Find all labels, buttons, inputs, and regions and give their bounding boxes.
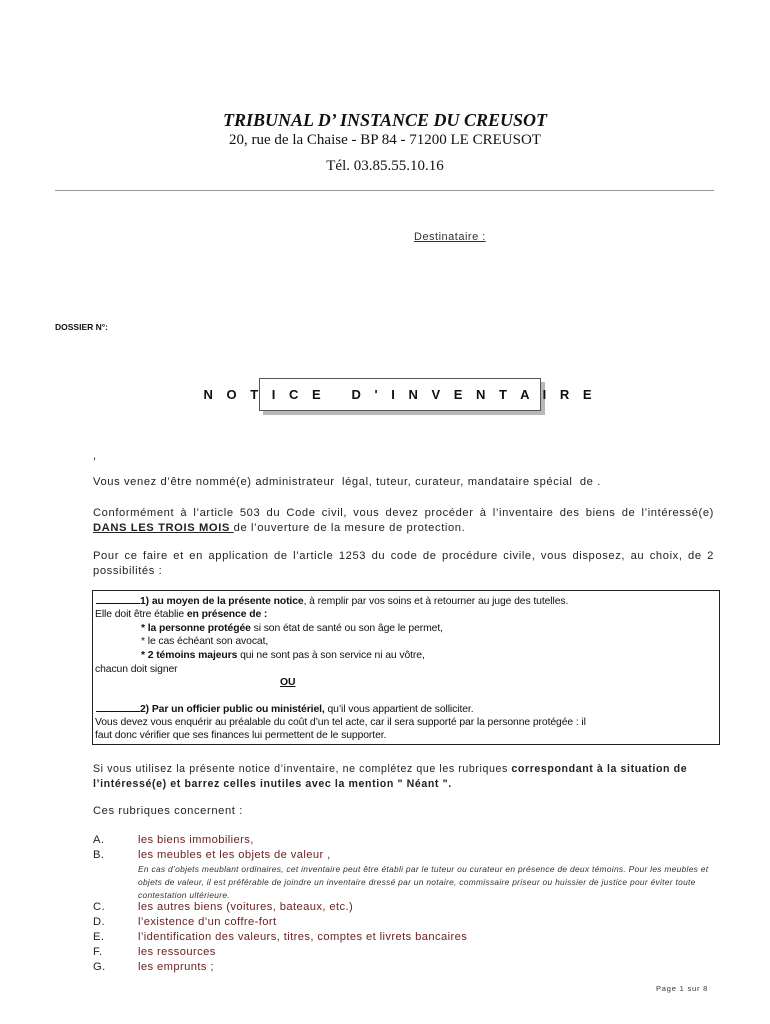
list-item xyxy=(93,946,713,960)
notice-title-box xyxy=(203,378,597,411)
header-divider xyxy=(55,190,714,191)
list-item xyxy=(93,834,713,848)
court-address: 20, rue de la Chaise - BP 84 - 71200 LE CREUSOT xyxy=(229,132,541,148)
list-letter: F. xyxy=(93,946,103,958)
option-1-line xyxy=(96,595,568,607)
presence-item-lawyer: * le cas échéant son avocat, xyxy=(141,636,269,647)
sign-line: chacun doit signer xyxy=(95,664,178,675)
list-label: l’identification des valeurs, titres, comptes et livrets bancaires xyxy=(138,931,468,943)
list-item xyxy=(93,916,713,930)
deadline-emphasis: DANS LES TROIS MOIS xyxy=(93,522,234,534)
item1-bold: * la personne protégée xyxy=(141,623,251,634)
list-item xyxy=(93,931,713,945)
intro-paragraph: Vous venez d’être nommé(e) administrateur légal, tuteur, curateur, mandataire spécial de . xyxy=(93,476,601,488)
list-label: les ressources xyxy=(138,946,216,958)
page-number: Page 1 sur 8 xyxy=(656,984,709,993)
para2-text-before: Conformément à l’article 503 du Code civil, vous devez procéder à l’inventaire des biens de l’intéressé(e) xyxy=(93,507,714,519)
list-label: l’existence d’un coffre-fort xyxy=(138,916,277,928)
item3-rest: qui ne sont pas à son service ni au vôtre, xyxy=(237,650,425,661)
article-1253-paragraph: Pour ce faire et en application de l’article 1253 du code de procédure civile, vous disposez, au choix, de 2 possibilités : xyxy=(93,550,714,577)
option-1-underline xyxy=(96,595,140,604)
presence-line xyxy=(95,609,267,620)
list-letter: A. xyxy=(93,834,105,846)
list-item xyxy=(93,961,713,975)
list-label: les meubles et les objets de valeur , xyxy=(138,849,331,861)
option-2-line xyxy=(96,703,473,715)
presence-bold: en présence de : xyxy=(186,609,268,620)
list-letter: C. xyxy=(93,901,105,913)
cost-line-b: faut donc vérifier que ses finances lui permettent de le supporter. xyxy=(95,730,387,741)
sections-intro: Ces rubriques concernent : xyxy=(93,805,243,817)
list-letter: B. xyxy=(93,849,105,861)
option-2-rest: qu’il vous appartient de solliciter. xyxy=(324,704,474,715)
list-item xyxy=(93,849,713,863)
furniture-note: En cas d’objets meublant ordinaires, cet inventaire peut être établi par le tuteur ou curateur en présence de deux témoins. Pour les meubles et objets de valeur, il est préférable de joindre un inventaire dressé par un notaire, commissaire priseur ou huissier de justice pour éviter toute contestation ultérieure. xyxy=(138,864,709,900)
dossier-label: DOSSIER N°: xyxy=(55,322,108,332)
presence-text: Elle doit être établie xyxy=(95,609,187,620)
list-item xyxy=(93,901,713,915)
option-1-bold: 1) au moyen de la présente notice xyxy=(140,596,304,607)
option-2-underline xyxy=(96,703,140,712)
or-separator: OU xyxy=(280,677,296,688)
court-phone: Tél. 03.85.55.10.16 xyxy=(326,158,444,174)
para4-bold: correspondant à la situation de l’intéressé(e) et barrez celles inutiles avec la mention " Néant ". xyxy=(93,763,688,790)
para2-text-after: de l’ouverture de la mesure de protection. xyxy=(233,522,466,534)
options-box xyxy=(92,590,720,745)
option-1-rest: , à remplir par vos soins et à retourner au juge des tutelles. xyxy=(303,596,569,607)
list-label: les emprunts ; xyxy=(138,961,214,973)
instructions-paragraph xyxy=(93,762,718,792)
item1-rest: si son état de santé ou son âge le permet, xyxy=(250,623,443,634)
option-2-bold: 2) Par un officier public ou ministériel, xyxy=(140,704,325,715)
presence-item-protected xyxy=(141,623,443,634)
item3-bold: * 2 témoins majeurs xyxy=(141,650,238,661)
destinataire-label: Destinataire : xyxy=(414,231,486,243)
list-label: les autres biens (voitures, bateaux, etc.) xyxy=(138,901,354,913)
list-letter: E. xyxy=(93,931,105,943)
notice-title: N O T I C E D ' I N V E N T A I R E xyxy=(203,387,597,402)
list-letter: G. xyxy=(93,961,106,973)
presence-item-witnesses xyxy=(141,650,425,661)
article-503-paragraph xyxy=(93,506,714,536)
para4-before: Si vous utilisez la présente notice d’inventaire, ne complétez que les rubriques xyxy=(93,763,512,775)
court-title: TRIBUNAL D’ INSTANCE DU CREUSOT xyxy=(222,110,548,130)
list-letter: D. xyxy=(93,916,105,928)
stray-mark: , xyxy=(93,450,97,462)
cost-line-a: Vous devez vous enquérir au préalable du coût d’un tel acte, car il sera supporté par la personne protégée : il xyxy=(95,717,586,728)
list-label: les biens immobiliers, xyxy=(138,834,254,846)
